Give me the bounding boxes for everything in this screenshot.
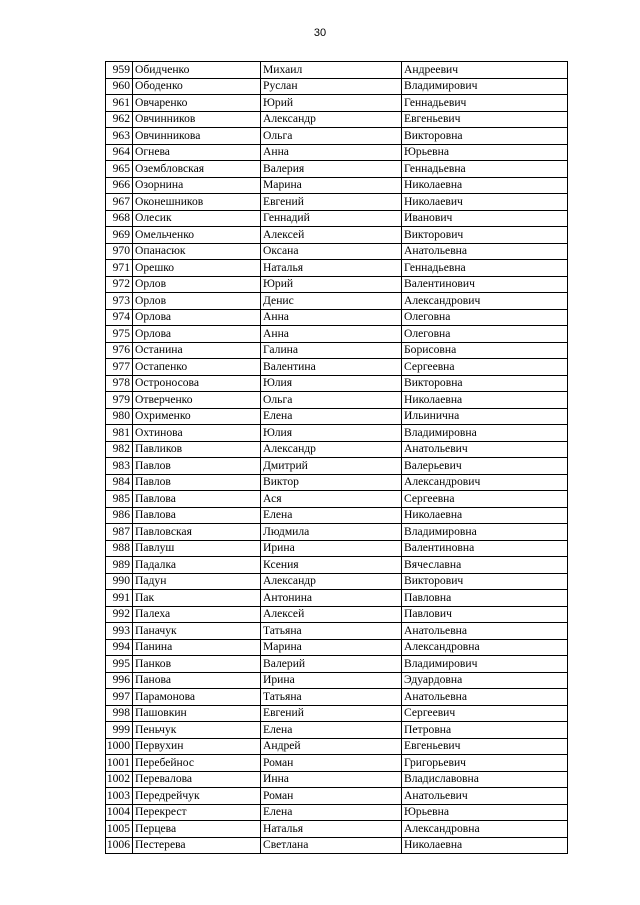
row-number: 967 [106,194,133,211]
row-number: 999 [106,722,133,739]
surname-cell: Павлов [133,474,261,491]
table-row [106,210,568,227]
row-number: 998 [106,705,133,722]
row-number: 1003 [106,788,133,805]
patronymic-cell: Валентиновна [402,540,568,557]
patronymic-cell: Владиславовна [402,771,568,788]
first-name-cell: Алексей [261,606,402,623]
patronymic-cell: Викторович [402,573,568,590]
row-number: 962 [106,111,133,128]
row-number: 975 [106,326,133,343]
table-row [106,722,568,739]
patronymic-cell: Борисовна [402,342,568,359]
surname-cell: Овчинникова [133,128,261,145]
table-row [106,540,568,557]
patronymic-cell: Николаевна [402,177,568,194]
surname-cell: Охрименко [133,408,261,425]
patronymic-cell: Александрович [402,293,568,310]
surname-cell: Омельченко [133,227,261,244]
table-row [106,755,568,772]
surname-cell: Орлов [133,276,261,293]
table-row [106,309,568,326]
patronymic-cell: Владимировна [402,425,568,442]
surname-cell: Перекрест [133,804,261,821]
first-name-cell: Валентина [261,359,402,376]
first-name-cell: Елена [261,507,402,524]
row-number: 974 [106,309,133,326]
first-name-cell: Анна [261,309,402,326]
first-name-cell: Инна [261,771,402,788]
patronymic-cell: Сергеевна [402,359,568,376]
first-name-cell: Ксения [261,557,402,574]
surname-cell: Падун [133,573,261,590]
first-name-cell: Евгений [261,705,402,722]
surname-cell: Панова [133,672,261,689]
first-name-cell: Юлия [261,425,402,442]
patronymic-cell: Николаевна [402,392,568,409]
first-name-cell: Михаил [261,62,402,79]
table-row [106,359,568,376]
patronymic-cell: Григорьевич [402,755,568,772]
patronymic-cell: Олеговна [402,326,568,343]
surname-cell: Падалка [133,557,261,574]
surname-cell: Олесик [133,210,261,227]
patronymic-cell: Анатольевич [402,441,568,458]
first-name-cell: Марина [261,177,402,194]
row-number: 991 [106,590,133,607]
row-number: 965 [106,161,133,178]
first-name-cell: Валерий [261,656,402,673]
surname-cell: Перевалова [133,771,261,788]
row-number: 990 [106,573,133,590]
table-row [106,342,568,359]
first-name-cell: Юрий [261,276,402,293]
table-row [106,524,568,541]
patronymic-cell: Анатольевна [402,243,568,260]
row-number: 970 [106,243,133,260]
patronymic-cell: Петровна [402,722,568,739]
row-number: 983 [106,458,133,475]
table-row [106,144,568,161]
table-row [106,260,568,277]
patronymic-cell: Ильинична [402,408,568,425]
patronymic-cell: Анатольевна [402,689,568,706]
first-name-cell: Андрей [261,738,402,755]
table-row [106,326,568,343]
table-row [106,557,568,574]
patronymic-cell: Геннадьевич [402,95,568,112]
row-number: 995 [106,656,133,673]
surname-cell: Остапенко [133,359,261,376]
surname-cell: Передрейчук [133,788,261,805]
surname-cell: Остроносова [133,375,261,392]
patronymic-cell: Геннадьевна [402,260,568,277]
table-row [106,111,568,128]
first-name-cell: Геннадий [261,210,402,227]
first-name-cell: Людмила [261,524,402,541]
table-row [106,95,568,112]
patronymic-cell: Николаевич [402,194,568,211]
first-name-cell: Руслан [261,78,402,95]
table-row [106,821,568,838]
table-row [106,194,568,211]
patronymic-cell: Павловна [402,590,568,607]
row-number: 979 [106,392,133,409]
first-name-cell: Ирина [261,540,402,557]
surname-cell: Пестерева [133,837,261,854]
table-row [106,590,568,607]
table-row [106,128,568,145]
table-row [106,573,568,590]
first-name-cell: Галина [261,342,402,359]
first-name-cell: Валерия [261,161,402,178]
table-row [106,425,568,442]
patronymic-cell: Валерьевич [402,458,568,475]
row-number: 977 [106,359,133,376]
surname-cell: Павлуш [133,540,261,557]
page-number: 30 [313,27,327,39]
patronymic-cell: Викторович [402,227,568,244]
surname-cell: Павлов [133,458,261,475]
patronymic-cell: Иванович [402,210,568,227]
table-row [106,177,568,194]
first-name-cell: Ирина [261,672,402,689]
surname-cell: Ободенко [133,78,261,95]
row-number: 986 [106,507,133,524]
table-row [106,639,568,656]
surname-cell: Опанасюк [133,243,261,260]
table-row [106,243,568,260]
first-name-cell: Анна [261,326,402,343]
row-number: 976 [106,342,133,359]
patronymic-cell: Анатольевна [402,623,568,640]
patronymic-cell: Анатольевич [402,788,568,805]
surname-cell: Отверченко [133,392,261,409]
patronymic-cell: Александрович [402,474,568,491]
row-number: 959 [106,62,133,79]
table-row [106,491,568,508]
row-number: 978 [106,375,133,392]
patronymic-cell: Павлович [402,606,568,623]
surname-cell: Орлова [133,326,261,343]
table-row [106,441,568,458]
surname-cell: Орешко [133,260,261,277]
patronymic-cell: Владимирович [402,78,568,95]
row-number: 984 [106,474,133,491]
first-name-cell: Дмитрий [261,458,402,475]
table-row [106,408,568,425]
row-number: 1006 [106,837,133,854]
patronymic-cell: Евгеньевич [402,111,568,128]
first-name-cell: Роман [261,755,402,772]
first-name-cell: Ольга [261,392,402,409]
row-number: 1001 [106,755,133,772]
table-row [106,227,568,244]
row-number: 989 [106,557,133,574]
surname-cell: Павлова [133,491,261,508]
first-name-cell: Александр [261,441,402,458]
row-number: 980 [106,408,133,425]
first-name-cell: Юлия [261,375,402,392]
table-row [106,375,568,392]
patronymic-cell: Викторовна [402,375,568,392]
patronymic-cell: Эдуардовна [402,672,568,689]
surname-cell: Павлова [133,507,261,524]
table-row [106,837,568,854]
row-number: 1002 [106,771,133,788]
first-name-cell: Александр [261,111,402,128]
table-row [106,689,568,706]
row-number: 966 [106,177,133,194]
surname-cell: Пеньчук [133,722,261,739]
first-name-cell: Александр [261,573,402,590]
table-row [106,672,568,689]
first-name-cell: Марина [261,639,402,656]
patronymic-cell: Геннадьевна [402,161,568,178]
row-number: 982 [106,441,133,458]
first-name-cell: Оксана [261,243,402,260]
row-number: 968 [106,210,133,227]
patronymic-cell: Владимирович [402,656,568,673]
patronymic-cell: Александровна [402,821,568,838]
table-row [106,623,568,640]
surname-cell: Павловская [133,524,261,541]
surname-cell: Пашовкин [133,705,261,722]
row-number: 971 [106,260,133,277]
table-row [106,705,568,722]
table-row [106,78,568,95]
surname-cell: Перебейнос [133,755,261,772]
first-name-cell: Анна [261,144,402,161]
table-row [106,788,568,805]
names-table-body [106,62,568,854]
names-table [105,61,568,854]
first-name-cell: Антонина [261,590,402,607]
surname-cell: Панина [133,639,261,656]
patronymic-cell: Юрьевна [402,804,568,821]
patronymic-cell: Николаевна [402,507,568,524]
surname-cell: Орлова [133,309,261,326]
first-name-cell: Наталья [261,260,402,277]
surname-cell: Перцева [133,821,261,838]
surname-cell: Оконешников [133,194,261,211]
surname-cell: Останина [133,342,261,359]
surname-cell: Огнева [133,144,261,161]
first-name-cell: Елена [261,408,402,425]
surname-cell: Овчинников [133,111,261,128]
first-name-cell: Роман [261,788,402,805]
row-number: 985 [106,491,133,508]
surname-cell: Обидченко [133,62,261,79]
table-row [106,771,568,788]
row-number: 961 [106,95,133,112]
table-row [106,656,568,673]
patronymic-cell: Евгеньевич [402,738,568,755]
row-number: 969 [106,227,133,244]
row-number: 993 [106,623,133,640]
table-row [106,458,568,475]
table-row [106,507,568,524]
patronymic-cell: Сергеевна [402,491,568,508]
surname-cell: Паначук [133,623,261,640]
table-row [106,161,568,178]
table-row [106,392,568,409]
first-name-cell: Светлана [261,837,402,854]
surname-cell: Озорнина [133,177,261,194]
patronymic-cell: Олеговна [402,309,568,326]
table-row [106,606,568,623]
table-row [106,293,568,310]
surname-cell: Палеха [133,606,261,623]
surname-cell: Павликов [133,441,261,458]
table-row [106,276,568,293]
first-name-cell: Елена [261,804,402,821]
surname-cell: Первухин [133,738,261,755]
row-number: 964 [106,144,133,161]
patronymic-cell: Александровна [402,639,568,656]
table-row [106,738,568,755]
first-name-cell: Наталья [261,821,402,838]
patronymic-cell: Вячеславна [402,557,568,574]
row-number: 973 [106,293,133,310]
row-number: 987 [106,524,133,541]
patronymic-cell: Андреевич [402,62,568,79]
row-number: 981 [106,425,133,442]
first-name-cell: Ольга [261,128,402,145]
patronymic-cell: Викторовна [402,128,568,145]
first-name-cell: Татьяна [261,623,402,640]
row-number: 997 [106,689,133,706]
surname-cell: Панков [133,656,261,673]
row-number: 1000 [106,738,133,755]
row-number: 1004 [106,804,133,821]
surname-cell: Охтинова [133,425,261,442]
row-number: 994 [106,639,133,656]
first-name-cell: Татьяна [261,689,402,706]
table-row [106,62,568,79]
row-number: 960 [106,78,133,95]
surname-cell: Орлов [133,293,261,310]
surname-cell: Овчаренко [133,95,261,112]
first-name-cell: Юрий [261,95,402,112]
patronymic-cell: Николаевна [402,837,568,854]
surname-cell: Пак [133,590,261,607]
row-number: 988 [106,540,133,557]
table-row [106,474,568,491]
patronymic-cell: Юрьевна [402,144,568,161]
first-name-cell: Алексей [261,227,402,244]
first-name-cell: Денис [261,293,402,310]
first-name-cell: Виктор [261,474,402,491]
first-name-cell: Евгений [261,194,402,211]
row-number: 992 [106,606,133,623]
row-number: 1005 [106,821,133,838]
first-name-cell: Елена [261,722,402,739]
first-name-cell: Ася [261,491,402,508]
patronymic-cell: Владимировна [402,524,568,541]
table-row [106,804,568,821]
surname-cell: Озембловская [133,161,261,178]
row-number: 972 [106,276,133,293]
patronymic-cell: Сергеевич [402,705,568,722]
row-number: 963 [106,128,133,145]
surname-cell: Парамонова [133,689,261,706]
row-number: 996 [106,672,133,689]
patronymic-cell: Валентинович [402,276,568,293]
